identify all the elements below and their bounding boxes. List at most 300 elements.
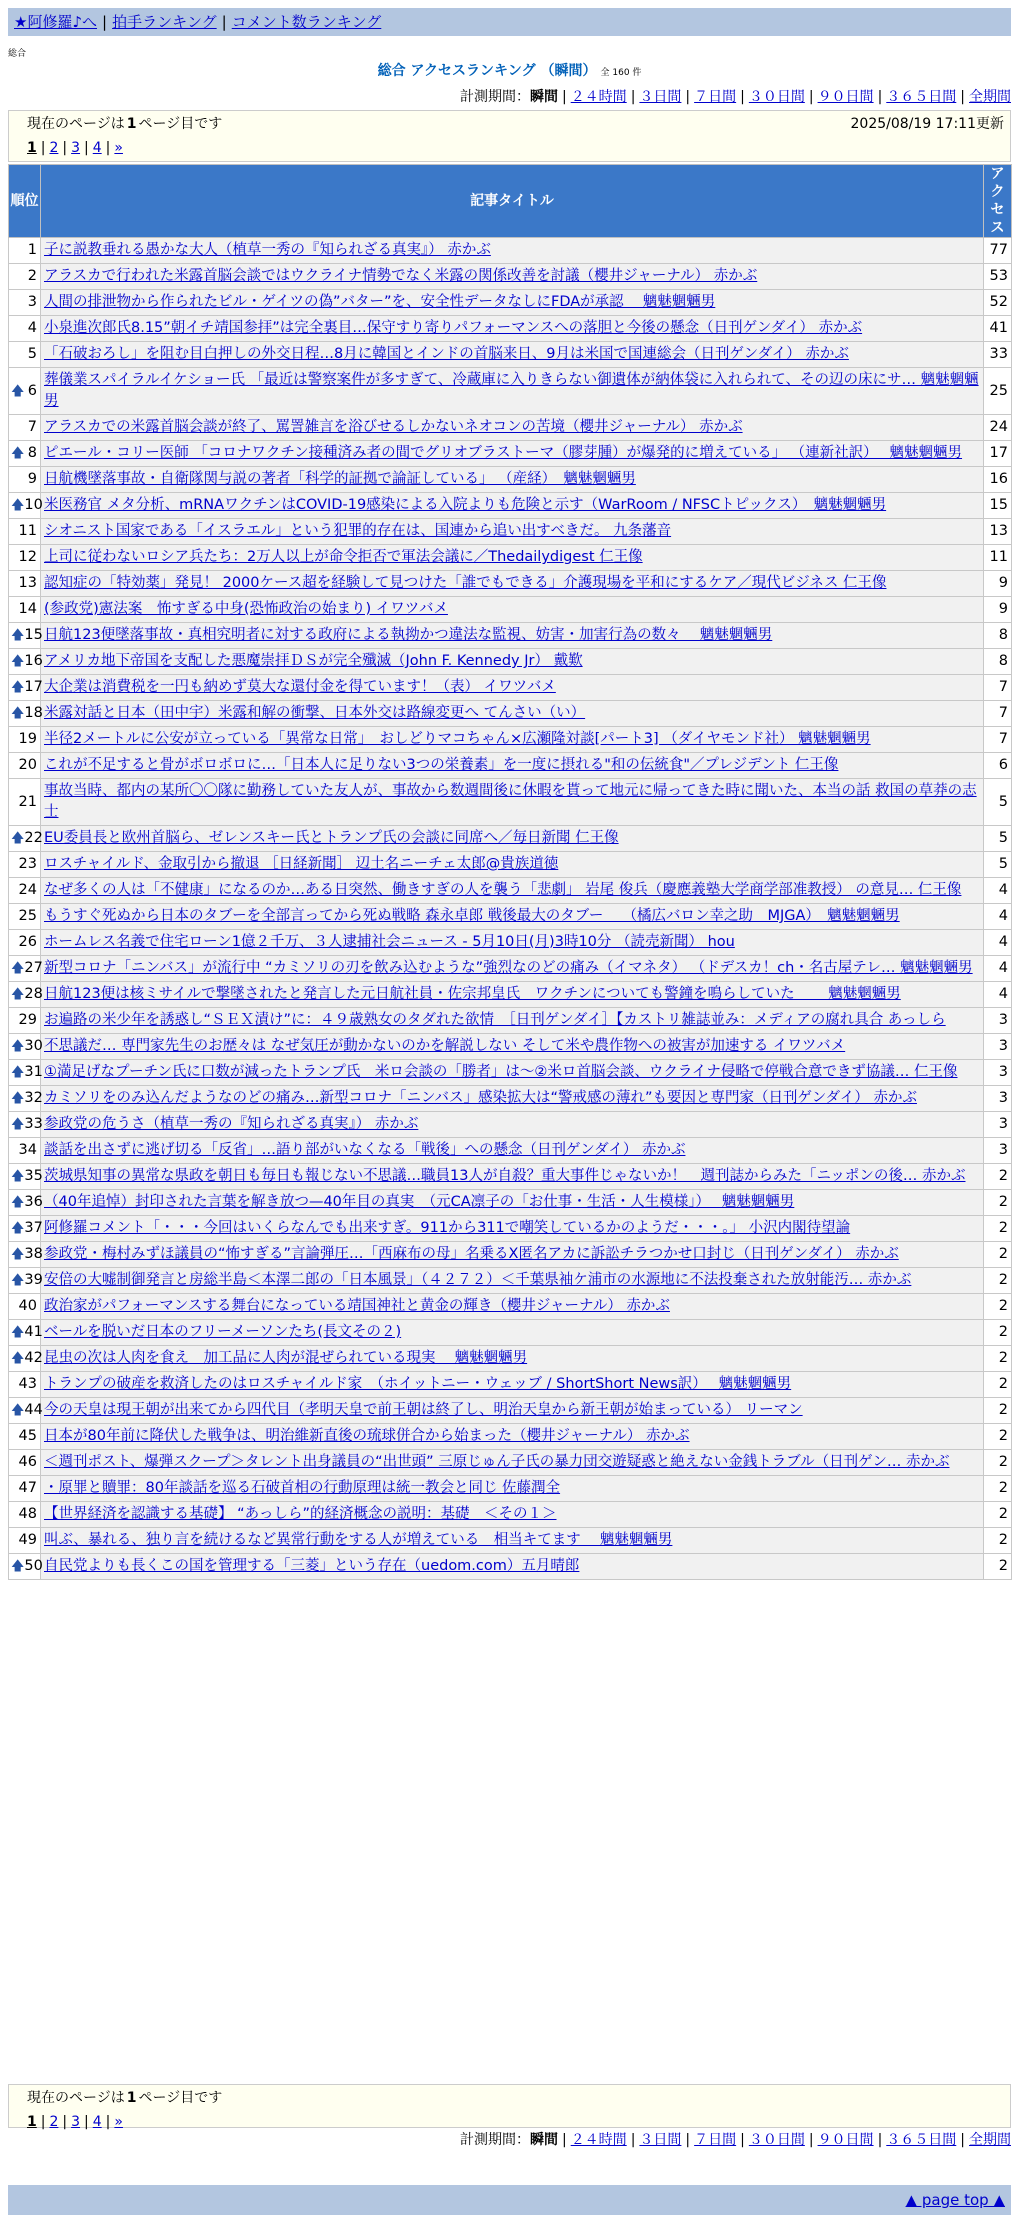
rank-number: 19 <box>18 731 37 747</box>
article-link[interactable]: 不思議だ… 専門家先生のお歴々は なぜ気圧が動かないのかを解説しない そして米や農作物への被害が加速する イワツバメ <box>44 1038 846 1054</box>
pager-separator: | <box>62 140 68 156</box>
rank-cell <box>9 493 41 519</box>
period-link[interactable]: ９０日間 <box>817 2132 874 2148</box>
rank-cell <box>9 467 41 493</box>
title-cell <box>41 1320 984 1346</box>
up-arrow-icon: 🡅 <box>11 1351 25 1366</box>
table-row <box>9 1372 1012 1398</box>
rank-number: 21 <box>18 793 37 810</box>
up-arrow-icon: 🡅 <box>11 1065 25 1080</box>
period-link[interactable]: ３０日間 <box>748 89 805 105</box>
title-cell <box>41 675 984 701</box>
rank-number: 43 <box>18 1376 37 1392</box>
access-column-header: アクセス <box>984 165 1012 238</box>
rank-cell <box>9 779 41 826</box>
article-link[interactable]: 米露対話と日本（田中宇）米露和解の衝撃、日本外交は路線変更へ てんさい（い） <box>44 705 586 721</box>
period-selector-top <box>460 88 1011 106</box>
rank-cell <box>9 441 41 467</box>
applause-ranking-link[interactable]: 拍手ランキング <box>112 13 217 31</box>
article-link[interactable]: シオニスト国家である「イスラエル」という犯罪的存在は、国連から追い出すべきだ。 九条藩音 <box>44 523 672 539</box>
title-cell <box>41 1450 984 1476</box>
rank-number: 35 <box>24 1168 43 1184</box>
table-row <box>9 1450 1012 1476</box>
rank-cell <box>9 1398 41 1424</box>
article-link[interactable]: （40年追悼）封印された言葉を解き放つ—40年目の真実 （元CA凛子の「お仕事・生活・人生模様」） 魑魅魍魎男 <box>44 1194 795 1210</box>
table-row <box>9 368 1012 415</box>
access-count: 3 <box>984 1138 1012 1164</box>
period-link[interactable]: ３日間 <box>639 2132 682 2148</box>
access-count: 3 <box>984 1112 1012 1138</box>
access-count: 13 <box>984 519 1012 545</box>
table-row <box>9 1528 1012 1554</box>
table-row <box>9 290 1012 316</box>
article-link[interactable]: 日本が80年前に降伏した戦争は、明治維新直後の琉球併合から始まった（櫻井ジャーナル） 赤かぶ <box>44 1428 690 1444</box>
period-separator: | <box>561 89 567 105</box>
table-row <box>9 1086 1012 1112</box>
title-cell <box>41 1242 984 1268</box>
article-link[interactable]: 政治家がパフォーマンスする舞台になっている靖国神社と黄金の輝き（櫻井ジャーナル） 赤かぶ <box>44 1298 670 1314</box>
rank-number: 3 <box>27 294 37 310</box>
access-count: 7 <box>984 701 1012 727</box>
rank-cell <box>9 1320 41 1346</box>
title-cell <box>41 930 984 956</box>
period-link[interactable]: ３６５日間 <box>886 2132 957 2148</box>
title-cell <box>41 1528 984 1554</box>
period-link[interactable]: 全期間 <box>969 2132 1011 2148</box>
article-link[interactable]: もうすぐ死ぬから日本のタブーを全部言ってから死ぬ戦略 森永卓郎 戦後最大のタブー （橘広バロン幸之助 MJGA） 魑魅魍魎男 <box>44 908 900 924</box>
up-arrow-icon: 🡅 <box>11 1195 25 1210</box>
table-row <box>9 1476 1012 1502</box>
up-arrow-icon: 🡅 <box>11 1273 25 1288</box>
table-row <box>9 675 1012 701</box>
article-link[interactable]: ベールを脱いだ日本のフリーメーソンたち(長文その２) <box>44 1324 402 1340</box>
title-cell <box>41 779 984 826</box>
access-count: 25 <box>984 368 1012 415</box>
page-top-link[interactable]: ▲ page top ▲ <box>905 2191 1005 2209</box>
rank-cell <box>9 1086 41 1112</box>
up-arrow-icon: 🡅 <box>11 628 25 643</box>
table-row <box>9 826 1012 852</box>
access-count: 4 <box>984 878 1012 904</box>
access-count: 4 <box>984 930 1012 956</box>
home-link[interactable]: ★阿修羅♪へ <box>14 13 98 31</box>
rank-cell <box>9 1346 41 1372</box>
rank-number: 23 <box>18 856 37 872</box>
article-link[interactable]: 参政党・梅村みずほ議員の“怖すぎる”言論弾圧…「西麻布の母」名乗るX匿名アカに訴訟チラつかせ口封じ（日刊ゲンダイ） 赤かぶ <box>44 1246 899 1262</box>
article-link[interactable]: 大企業は消費税を一円も納めず莫大な還付金を得ています！（表） イワツバメ <box>44 679 556 695</box>
title-cell <box>41 415 984 441</box>
title-cell <box>41 1008 984 1034</box>
title-cell <box>41 1034 984 1060</box>
article-link[interactable]: これが不足すると骨がボロボロに…「日本人に足りない3つの栄養素」を一度に摂れる"和の伝統食"／プレジデント 仁王像 <box>44 757 839 773</box>
rank-number: 49 <box>18 1532 37 1548</box>
article-link[interactable]: アラスカでの米露首脳会談が終了、罵詈雑言を浴びせるしかないネオコンの苦境（櫻井ジャーナル） 赤かぶ <box>44 419 743 435</box>
article-link[interactable]: アメリカ地下帝国を支配した悪魔崇拝ＤＳが完全殲滅（John F. Kennedy Jr） 戴歎 <box>44 653 583 669</box>
rank-cell <box>9 1372 41 1398</box>
rank-cell <box>9 342 41 368</box>
table-header-row <box>9 165 1012 238</box>
access-count: 7 <box>984 727 1012 753</box>
rank-cell <box>9 1216 41 1242</box>
pager-page-link[interactable]: 2 <box>49 140 59 156</box>
article-link[interactable]: 昆虫の次は人肉を食え 加工品に人肉が混ぜられている現実 魑魅魍魎男 <box>44 1350 528 1366</box>
period-separator: | <box>877 2132 883 2148</box>
pager-page-link[interactable]: 4 <box>92 140 102 156</box>
article-link[interactable]: トランプの破産を救済したのはロスチャイルド家 （ホイットニー・ウェッブ / ShortShort News訳） 魑魅魍魎男 <box>44 1376 792 1392</box>
page-status <box>27 115 222 133</box>
access-count: 4 <box>984 904 1012 930</box>
title-cell <box>41 441 984 467</box>
access-count: 8 <box>984 649 1012 675</box>
rank-cell <box>9 623 41 649</box>
access-count: 9 <box>984 597 1012 623</box>
rank-cell <box>9 649 41 675</box>
up-arrow-icon: 🡅 <box>11 1403 25 1418</box>
access-count: 11 <box>984 545 1012 571</box>
rank-number: 34 <box>18 1142 37 1158</box>
access-count: 3 <box>984 1086 1012 1112</box>
ranking-table <box>8 164 1012 1580</box>
period-selector-bottom <box>460 2131 1011 2149</box>
article-link[interactable]: 参政党の危うさ（植草一秀の『知られざる真実』） 赤かぶ <box>44 1116 419 1132</box>
title-column-header: 記事タイトル <box>41 165 984 238</box>
rank-number: 2 <box>27 268 37 284</box>
article-link[interactable]: ・原罪と贖罪：80年談話を巡る石破首相の行動原理は統一教会と同じ 佐藤潤全 <box>44 1480 561 1496</box>
title-cell <box>41 852 984 878</box>
rank-number: 27 <box>24 960 43 976</box>
rank-number: 18 <box>24 705 43 721</box>
title-cell <box>41 519 984 545</box>
article-link[interactable]: 葬儀業スパイラルイケショー氏 「最近は警察案件が多すぎて、冷蔵庫に入りきらない御遺体が納体袋に入れられて、その辺の床にサ… 魑魅魍魎男 <box>44 372 979 409</box>
article-link[interactable]: 子に説教垂れる愚かな大人（植草一秀の『知られざる真実』） 赤かぶ <box>44 242 491 258</box>
article-link[interactable]: 談話を出さずに逃げ切る「反省」…語り部がいなくなる「戦後」への懸念（日刊ゲンダイ） 赤かぶ <box>44 1142 686 1158</box>
rank-cell <box>9 852 41 878</box>
access-count: 5 <box>984 852 1012 878</box>
page-info-bottom <box>8 2084 1011 2128</box>
title-cell <box>41 623 984 649</box>
rank-column-header: 順位 <box>9 165 41 238</box>
rank-number: 17 <box>24 679 43 695</box>
page-status-current: 1 <box>126 116 137 132</box>
title-cell <box>41 545 984 571</box>
article-link[interactable]: 叫ぶ、暴れる、独り言を続けるなど異常行動をする人が増えている 相当キてます 魑魅魍魎男 <box>44 1532 673 1548</box>
article-link[interactable]: ＜週刊ポスト、爆弾スクープ＞タレント出身議員の“出世頭” 三原じゅん子氏の暴力団交遊疑惑と絶えない金銭トラブル（日刊ゲン… 赤かぶ <box>44 1454 950 1470</box>
access-count: 3 <box>984 1034 1012 1060</box>
table-row <box>9 1034 1012 1060</box>
table-row <box>9 1502 1012 1528</box>
up-arrow-icon: 🡅 <box>11 1325 25 1340</box>
title-cell <box>41 1476 984 1502</box>
article-link[interactable]: お遍路の米少年を誘惑し“ＳＥＸ漬け”に：４９歳熟女のタダれた欲情 ［日刊ゲンダイ］【カストリ雑誌並み：メディアの腐れ具合 あっしら <box>44 1012 946 1028</box>
up-arrow-icon: 🡅 <box>11 1559 25 1574</box>
article-link[interactable]: 上司に従わないロシア兵たち：2万人以上が命令拒否で軍法会議に／Thedailydigest 仁王像 <box>44 549 643 565</box>
rank-cell <box>9 904 41 930</box>
up-arrow-icon: 🡅 <box>11 1091 25 1106</box>
rank-number: 22 <box>24 830 43 846</box>
rank-cell <box>9 368 41 415</box>
rank-cell <box>9 264 41 290</box>
table-row <box>9 1008 1012 1034</box>
access-count: 8 <box>984 623 1012 649</box>
table-row <box>9 571 1012 597</box>
article-link[interactable]: なぜ多くの人は「不健康」になるのか…ある日突然、働きすぎの人を襲う「悲劇」 岩尾 俊兵（慶應義塾大学商学部准教授） の意見… 仁王像 <box>44 882 962 898</box>
title-cell <box>41 1554 984 1580</box>
table-row <box>9 1060 1012 1086</box>
article-link[interactable]: アラスカで行われた米露首脳会談ではウクライナ情勢でなく米露の関係改善を討議（櫻井ジャーナル） 赤かぶ <box>44 268 758 284</box>
table-row <box>9 316 1012 342</box>
article-link[interactable]: 「石破おろし」を阻む目白押しの外交日程…8月に韓国とインドの首脳来日、9月は米国で国連総会（日刊ゲンダイ） 赤かぶ <box>44 346 849 362</box>
access-count: 3 <box>984 1060 1012 1086</box>
access-count: 2 <box>984 1528 1012 1554</box>
article-link[interactable]: ホームレス名義で住宅ローン1億２千万、３人逮捕社会ニュース - 5月10日(月)3時10分 （読売新聞） hou <box>44 934 735 950</box>
pager-page-link[interactable]: 3 <box>71 2114 81 2130</box>
rank-number: 14 <box>18 601 37 617</box>
access-count: 2 <box>984 1190 1012 1216</box>
rank-number: 45 <box>18 1428 37 1444</box>
nav-separator: | <box>221 13 227 31</box>
title-cell <box>41 826 984 852</box>
rank-number: 28 <box>24 986 43 1002</box>
pager-next-link[interactable]: » <box>114 2114 123 2130</box>
period-separator: | <box>630 2132 636 2148</box>
rank-number: 15 <box>24 627 43 643</box>
period-separator: | <box>740 89 745 105</box>
title-cell <box>41 904 984 930</box>
rank-number: 24 <box>18 882 37 898</box>
table-row <box>9 1112 1012 1138</box>
table-row <box>9 1424 1012 1450</box>
up-arrow-icon: 🡅 <box>11 831 25 846</box>
rank-cell <box>9 753 41 779</box>
access-count: 2 <box>984 1398 1012 1424</box>
rank-number: 26 <box>18 934 37 950</box>
rank-cell <box>9 956 41 982</box>
period-link[interactable]: ２４時間 <box>570 89 627 105</box>
rank-number: 30 <box>24 1038 43 1054</box>
access-count: 2 <box>984 1554 1012 1580</box>
up-arrow-icon: 🡅 <box>11 1039 25 1054</box>
title-cell <box>41 956 984 982</box>
article-link[interactable]: 安倍の大嘘制御発言と房総半島＜本澤二郎の「日本風景」（４２７２）＜千葉県袖ケ浦市の水源地に不法投棄された放射能汚… 赤かぶ <box>44 1272 912 1288</box>
period-link[interactable]: ９０日間 <box>817 89 874 105</box>
title-cell <box>41 571 984 597</box>
up-arrow-icon: 🡅 <box>11 706 25 721</box>
rank-cell <box>9 545 41 571</box>
title-cell <box>41 1294 984 1320</box>
table-row <box>9 1190 1012 1216</box>
access-count: 77 <box>984 238 1012 264</box>
rank-cell <box>9 1554 41 1580</box>
title-cell <box>41 1346 984 1372</box>
rank-number: 7 <box>27 419 37 435</box>
pager-separator: | <box>40 2114 46 2130</box>
access-count: 15 <box>984 493 1012 519</box>
rank-number: 46 <box>18 1454 37 1470</box>
article-link[interactable]: ロスチャイルド、金取引から撤退 ［日経新聞］ 辺土名ニーチェ太郎@貴族道徳 <box>44 856 559 872</box>
rank-cell <box>9 1528 41 1554</box>
title-cell <box>41 1372 984 1398</box>
page-status-prefix: 現在のページは <box>27 116 125 132</box>
top-nav-bar <box>8 8 1011 36</box>
pager-page-link[interactable]: 3 <box>71 140 81 156</box>
title-cell <box>41 342 984 368</box>
access-count: 2 <box>984 1346 1012 1372</box>
page-status-suffix: ページ目です <box>138 2090 223 2106</box>
period-link[interactable]: ７日間 <box>694 2132 737 2148</box>
table-row <box>9 1398 1012 1424</box>
article-link[interactable]: 茨城県知事の異常な県政を朝日も毎日も報じない不思議…職員13人が自殺？重大事件じゃないか！ 週刊誌からみた「ニッポンの後… 赤かぶ <box>44 1168 966 1184</box>
table-row <box>9 727 1012 753</box>
pagination-bottom <box>27 2113 123 2131</box>
article-link[interactable]: 今の天皇は現王朝が出来てから四代目（孝明天皇で前王朝は終了し、明治天皇から新王朝が始まっている） リーマン <box>44 1402 803 1418</box>
period-current: 瞬間 <box>529 2132 558 2148</box>
rank-number: 47 <box>18 1480 37 1496</box>
up-arrow-icon: 🡅 <box>11 987 25 1002</box>
pager-next-link[interactable]: » <box>114 140 123 156</box>
title-cell <box>41 649 984 675</box>
up-arrow-icon: 🡅 <box>11 654 25 669</box>
rank-cell <box>9 1034 41 1060</box>
up-arrow-icon: 🡅 <box>11 446 25 461</box>
article-link[interactable]: 日航123便墜落事故・真相究明者に対する政府による執拗かつ違法な監視、妨害・加害行為の数々 魑魅魍魎男 <box>44 627 773 643</box>
up-arrow-icon: 🡅 <box>11 383 25 399</box>
category-label: 総合 <box>8 49 27 59</box>
article-link[interactable]: 日航123便は核ミサイルで撃墜されたと発言した元日航社員・佐宗邦皇氏 ワクチンについても警鐘を鳴らしていた 魑魅魍魎男 <box>44 986 901 1002</box>
article-link[interactable]: 阿修羅コメント「・・・今回はいくらなんでも出来すぎ。911から311で嘲笑しているかのようだ・・・。」 小沢内閣待望論 <box>44 1220 851 1236</box>
rank-number: 20 <box>18 757 37 773</box>
article-link[interactable]: EU委員長と欧州首脳ら、ゼレンスキー氏とトランプ氏の会談に同席へ／毎日新聞 仁王像 <box>44 830 619 846</box>
article-link[interactable]: ①満足げなプーチン氏に口数が減ったトランプ氏 米ロ会談の「勝者」は～②米ロ首脳会談、ウクライナ侵略で停戦合意できず協議… 仁王像 <box>44 1064 958 1080</box>
table-row <box>9 493 1012 519</box>
access-count: 4 <box>984 956 1012 982</box>
rank-cell <box>9 290 41 316</box>
up-arrow-icon: 🡅 <box>11 961 25 976</box>
up-arrow-icon: 🡅 <box>11 498 25 513</box>
rank-number: 29 <box>18 1012 37 1028</box>
article-link[interactable]: 事故当時、都内の某所〇〇隊に勤務していた友人が、事故から数週間後に休暇を貰って地元に帰ってきた時に聞いた、本当の話 救国の草莽の志士 <box>44 783 977 820</box>
article-link[interactable]: 認知症の「特効薬」発見！ 2000ケース超を経験して見つけた「誰でもできる」介護現場を平和にするケア／現代ビジネス 仁王像 <box>44 575 887 591</box>
table-row <box>9 623 1012 649</box>
pager-page-link[interactable]: 2 <box>49 2114 59 2130</box>
article-link[interactable]: 半径2メートルに公安が立っている「異常な日常」 おしどりマコちゃん×広瀬隆対談[パート3] （ダイヤモンド社） 魑魅魍魎男 <box>44 731 871 747</box>
table-row <box>9 930 1012 956</box>
rank-number: 16 <box>24 653 43 669</box>
period-separator: | <box>808 89 814 105</box>
period-link[interactable]: 全期間 <box>969 89 1011 105</box>
period-separator: | <box>740 2132 745 2148</box>
period-link[interactable]: ２４時間 <box>570 2132 627 2148</box>
ranking-table-body <box>9 238 1012 1580</box>
access-count: 33 <box>984 342 1012 368</box>
article-link[interactable]: 新型コロナ「ニンバス」が流行中 “カミソリの刃を飲み込むような”強烈なのどの痛み（イマネタ） （ドデスカ！ch・名古屋テレ… 魑魅魍魎男 <box>44 960 973 976</box>
title-cell <box>41 493 984 519</box>
rank-number: 42 <box>24 1350 43 1366</box>
pager-separator: | <box>105 140 111 156</box>
pager-page-link[interactable]: 4 <box>92 2114 102 2130</box>
access-count: 2 <box>984 1164 1012 1190</box>
article-link[interactable]: ピエール・コリー医師 「コロナワクチン接種済み者の間でグリオブラストーマ（膠芽腫）が爆発的に増えている」 （連新社訳） 魑魅魍魎男 <box>44 445 963 461</box>
table-row <box>9 441 1012 467</box>
article-link[interactable]: 小泉進次郎氏8.15”朝イチ靖国参拝”は完全裏目…保守すり寄りパフォーマンスへの落胆と今後の懸念（日刊ゲンダイ） 赤かぶ <box>44 320 863 336</box>
access-count: 5 <box>984 826 1012 852</box>
rank-cell <box>9 1164 41 1190</box>
rank-cell <box>9 701 41 727</box>
rank-number: 13 <box>18 575 37 591</box>
table-row <box>9 779 1012 826</box>
access-count: 17 <box>984 441 1012 467</box>
rank-number: 38 <box>24 1246 43 1262</box>
article-link[interactable]: カミソリをのみ込んだようなのどの痛み…新型コロナ「ニンバス」感染拡大は“警戒感の薄れ”も要因と専門家（日刊ゲンダイ） 赤かぶ <box>44 1090 917 1106</box>
page-title <box>0 62 1019 82</box>
table-row <box>9 1216 1012 1242</box>
access-count: 2 <box>984 1320 1012 1346</box>
access-count: 2 <box>984 1502 1012 1528</box>
rank-cell <box>9 1060 41 1086</box>
rank-cell <box>9 238 41 264</box>
access-count: 16 <box>984 467 1012 493</box>
table-row <box>9 1320 1012 1346</box>
title-cell <box>41 1138 984 1164</box>
rank-number: 50 <box>24 1558 43 1574</box>
rank-cell <box>9 675 41 701</box>
period-label: 計測期間： <box>459 2132 530 2148</box>
table-row <box>9 597 1012 623</box>
rank-number: 10 <box>24 497 43 513</box>
access-count: 2 <box>984 1242 1012 1268</box>
period-link[interactable]: ３日間 <box>639 89 682 105</box>
access-count: 5 <box>984 779 1012 826</box>
article-link[interactable]: 自民党よりも長くこの国を管理する「三菱」という存在（uedom.com）五月晴郎 <box>44 1558 580 1574</box>
article-link[interactable]: 【世界経済を認識する基礎】 “あっしら”的経済概念の説明：基礎 ＜その１＞ <box>44 1506 557 1522</box>
table-row <box>9 1242 1012 1268</box>
rank-cell <box>9 1008 41 1034</box>
title-cell <box>41 1060 984 1086</box>
access-count: 2 <box>984 1476 1012 1502</box>
rank-number: 31 <box>24 1064 43 1080</box>
article-link[interactable]: 人間の排泄物から作られたビル・ゲイツの偽”バター”を、安全性データなしにFDAが承認 魑魅魍魎男 <box>44 294 716 310</box>
access-count: 41 <box>984 316 1012 342</box>
rank-cell <box>9 1450 41 1476</box>
rank-number: 8 <box>27 445 37 461</box>
rank-cell <box>9 1190 41 1216</box>
access-count: 2 <box>984 1268 1012 1294</box>
period-link[interactable]: ７日間 <box>694 89 737 105</box>
period-link[interactable]: ３６５日間 <box>886 89 957 105</box>
page-title-text: 総合 アクセスランキング （瞬間） <box>377 63 597 79</box>
period-current: 瞬間 <box>529 89 558 105</box>
rank-cell <box>9 878 41 904</box>
access-count: 9 <box>984 571 1012 597</box>
article-link[interactable]: 日航機墜落事故・自衛隊関与説の著者「科学的証拠で論証している」 （産経） 魑魅魍魎男 <box>44 471 636 487</box>
comment-ranking-link[interactable]: コメント数ランキング <box>231 13 382 31</box>
period-separator: | <box>808 2132 814 2148</box>
table-row <box>9 753 1012 779</box>
period-separator: | <box>877 89 883 105</box>
rank-number: 12 <box>18 549 37 565</box>
article-link[interactable]: 米医務官 メタ分析、mRNAワクチンはCOVID-19感染による入院よりも危険と示す（WarRoom / NFSCトピックス） 魑魅魍魎男 <box>44 497 887 513</box>
access-count: 24 <box>984 415 1012 441</box>
period-separator: | <box>960 2132 965 2148</box>
article-link[interactable]: (参政党)憲法案 怖すぎる中身(恐怖政治の始まり) イワツバメ <box>44 601 448 617</box>
table-row <box>9 238 1012 264</box>
page-status <box>27 2089 222 2107</box>
period-separator: | <box>960 89 965 105</box>
period-link[interactable]: ３０日間 <box>748 2132 805 2148</box>
pager-separator: | <box>40 140 46 156</box>
access-count: 53 <box>984 264 1012 290</box>
pager-separator: | <box>84 140 89 156</box>
period-separator: | <box>630 89 636 105</box>
